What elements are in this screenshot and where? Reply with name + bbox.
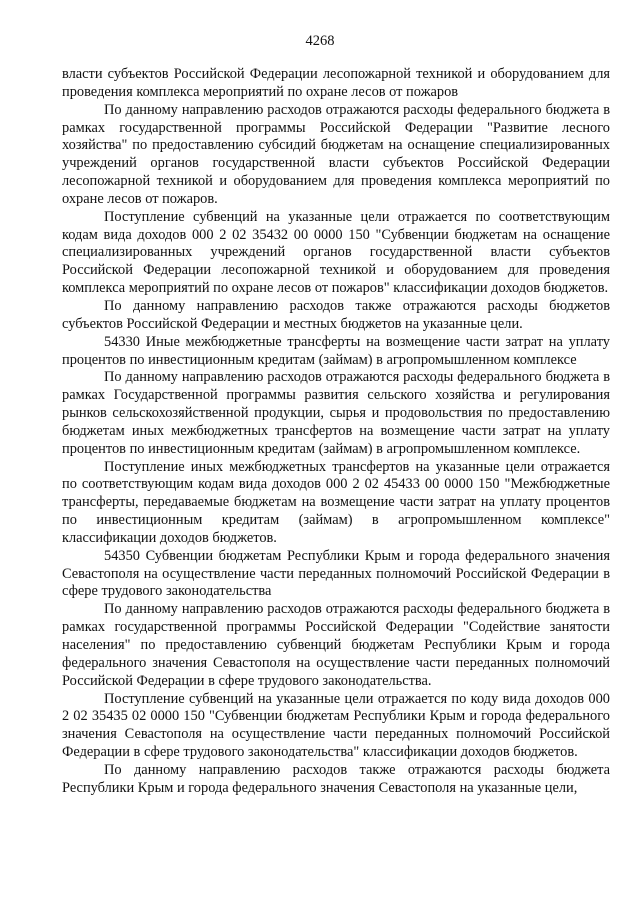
paragraph: По данному направлению расходов отражаются расходы федерального бюджета в рамках государственной программы Российской Федерации "Содействие занятости населения" по предоставлению субвенций бюджетам Республики Крым и города федерального значения Севастополя на осуществление части переданных полномочий Российской Федерации в сфере трудового законодательства. xyxy=(62,601,610,689)
section-heading-54350: 54350 Субвенции бюджетам Республики Крым и города федерального значения Севастополя на осуществление части переданных полномочий Российской Федерации в сфере трудового законодательства xyxy=(62,547,610,600)
paragraph: Поступление иных межбюджетных трансфертов на указанные цели отражается по соответствующим кодам вида доходов 000 2 02 45433 00 0000 150 "Межбюджетные трансферты, передаваемые бюджетам на возмещение части затрат на уплату процентов по инвестиционным кредитам (займам) в агропромышленном комплексе" классификации доходов бюджетов. xyxy=(62,458,610,546)
document-body xyxy=(62,66,610,798)
section-heading-54330: 54330 Иные межбюджетные трансферты на возмещение части затрат на уплату процентов по инвестиционным кредитам (займам) в агропромышленном комплексе xyxy=(62,333,610,368)
paragraph: Поступление субвенций на указанные цели отражается по коду вида доходов 000 2 02 35435 02 0000 150 "Субвенции бюджетам Республики Крым и города федерального значения Севастополя на осуществление части переданных полномочий Российской Федерации в сфере трудового законодательства" классификации доходов бюджетов. xyxy=(62,690,610,761)
paragraph: По данному направлению расходов также отражаются расходы бюджетов субъектов Российской Федерации и местных бюджетов на указанные цели. xyxy=(62,297,610,332)
paragraph: По данному направлению расходов отражаются расходы федерального бюджета в рамках государственной программы Российской Федерации "Развитие лесного хозяйства" по предоставлению субсидий бюджетам на оснащение специализированных учреждений органов государственной власти субъектов Российской Федерации лесопожарной техникой и оборудованием для проведения комплекса мероприятий по охране лесов от пожаров. xyxy=(62,101,610,207)
paragraph: Поступление субвенций на указанные цели отражается по соответствующим кодам вида доходов 000 2 02 35432 00 0000 150 "Субвенции бюджетам на оснащение специализированных учреждений органов государственной власти субъектов Российской Федерации лесопожарной техникой и оборудованием для проведения комплекса мероприятий по охране лесов от пожаров" классификации доходов бюджетов. xyxy=(62,208,610,297)
paragraph: По данному направлению расходов также отражаются расходы бюджета Республики Крым и города федерального значения Севастополя на указанные цели, xyxy=(62,761,610,796)
paragraph-continuation: власти субъектов Российской Федерации лесопожарной техникой и оборудованием для проведения комплекса мероприятий по охране лесов от пожаров xyxy=(62,66,610,100)
paragraph: По данному направлению расходов отражаются расходы федерального бюджета в рамках Государственной программы развития сельского хозяйства и регулирования рынков сельскохозяйственной продукции, сырья и продовольствия по предоставлению бюджетам иных межбюджетных трансфертов на возмещение части затрат на уплату процентов по инвестиционным кредитам (займам) в агропромышленном комплексе. xyxy=(62,369,610,457)
page-number: 4268 xyxy=(305,33,335,49)
